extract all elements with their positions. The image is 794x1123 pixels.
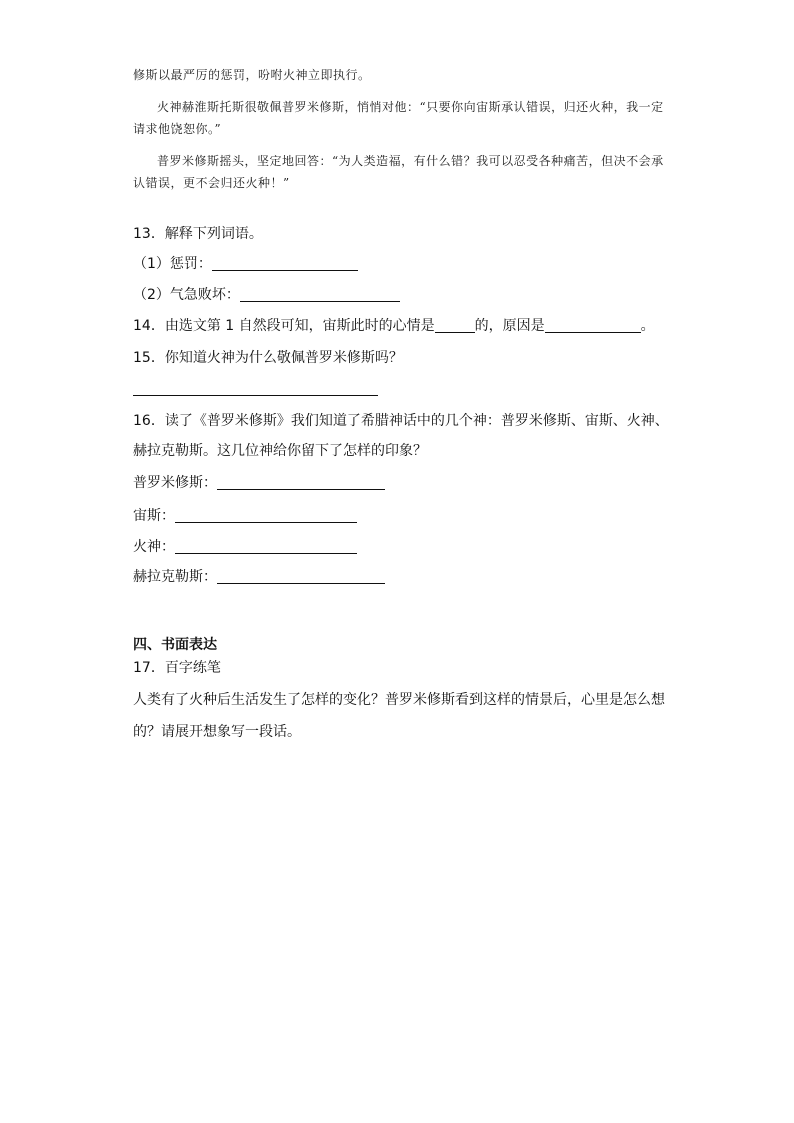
- passage-paragraph-2: 火神赫淮斯托斯很敬佩普罗米修斯，悄悄对他：“只要你向宙斯承认错误，归还火种，我一定请求他饶恕你。”: [133, 100, 664, 136]
- question-16-line-1: 16．读了《普罗米修斯》我们知道了希腊神话中的几个神：普罗米修斯、宙斯、火神、: [133, 413, 669, 429]
- god-label-zeus: 宙斯：: [133, 508, 175, 524]
- god-label-heracles: 赫拉克勒斯：: [133, 569, 217, 585]
- god-label-prometheus: 普罗米修斯：: [133, 475, 217, 491]
- answer-blank[interactable]: [435, 318, 475, 333]
- god-label-hephaestus: 火神：: [133, 539, 175, 555]
- question-16-line-2: 赫拉克勒斯。这几位神给你留下了怎样的印象？: [133, 443, 427, 459]
- question-13-item-2: [133, 285, 400, 305]
- question-16-hephaestus: [133, 537, 357, 557]
- question-16-heracles: [133, 567, 385, 587]
- answer-blank[interactable]: [175, 508, 357, 523]
- question-13-item-1-label: （1）惩罚：: [133, 256, 212, 272]
- question-14-part-3: 。: [640, 318, 655, 334]
- question-13-stem: 13．解释下列词语。: [133, 226, 263, 242]
- question-16-zeus: [133, 506, 357, 526]
- question-14-part-2: 的，原因是: [474, 318, 545, 334]
- question-17-stem: 17．百字练笔: [133, 660, 221, 676]
- passage-line-1: 修斯以最严厉的惩罚，吩咐火神立即执行。: [133, 68, 371, 82]
- answer-blank[interactable]: [217, 475, 385, 490]
- question-13-item-1: [133, 254, 358, 274]
- question-14: [133, 316, 655, 336]
- question-13-item-2-label: （2）气急败坏：: [133, 287, 240, 303]
- question-16-prometheus: [133, 473, 385, 493]
- reading-passage: [133, 64, 673, 194]
- answer-blank[interactable]: [175, 539, 357, 554]
- answer-blank[interactable]: [240, 287, 400, 302]
- answer-blank[interactable]: [545, 318, 641, 333]
- section-title: 四、书面表达: [133, 637, 217, 653]
- question-15-stem: 15．你知道火神为什么敬佩普罗米修斯吗？: [133, 350, 403, 366]
- question-17-prompt: 人类有了火种后生活发生了怎样的变化？普罗米修斯看到这样的情景后，心里是怎么想的？请展开想象写一段话。: [133, 692, 665, 740]
- answer-blank[interactable]: [217, 569, 385, 584]
- answer-line[interactable]: [133, 395, 378, 396]
- passage-paragraph-3: 普罗米修斯摇头，坚定地回答：“为人类造福，有什么错？我可以忍受各种痛苦，但决不会承认错误，更不会归还火种！”: [133, 154, 664, 190]
- question-14-part-1: 14．由选文第 1 自然段可知，宙斯此时的心情是: [133, 318, 435, 334]
- answer-blank[interactable]: [212, 256, 358, 271]
